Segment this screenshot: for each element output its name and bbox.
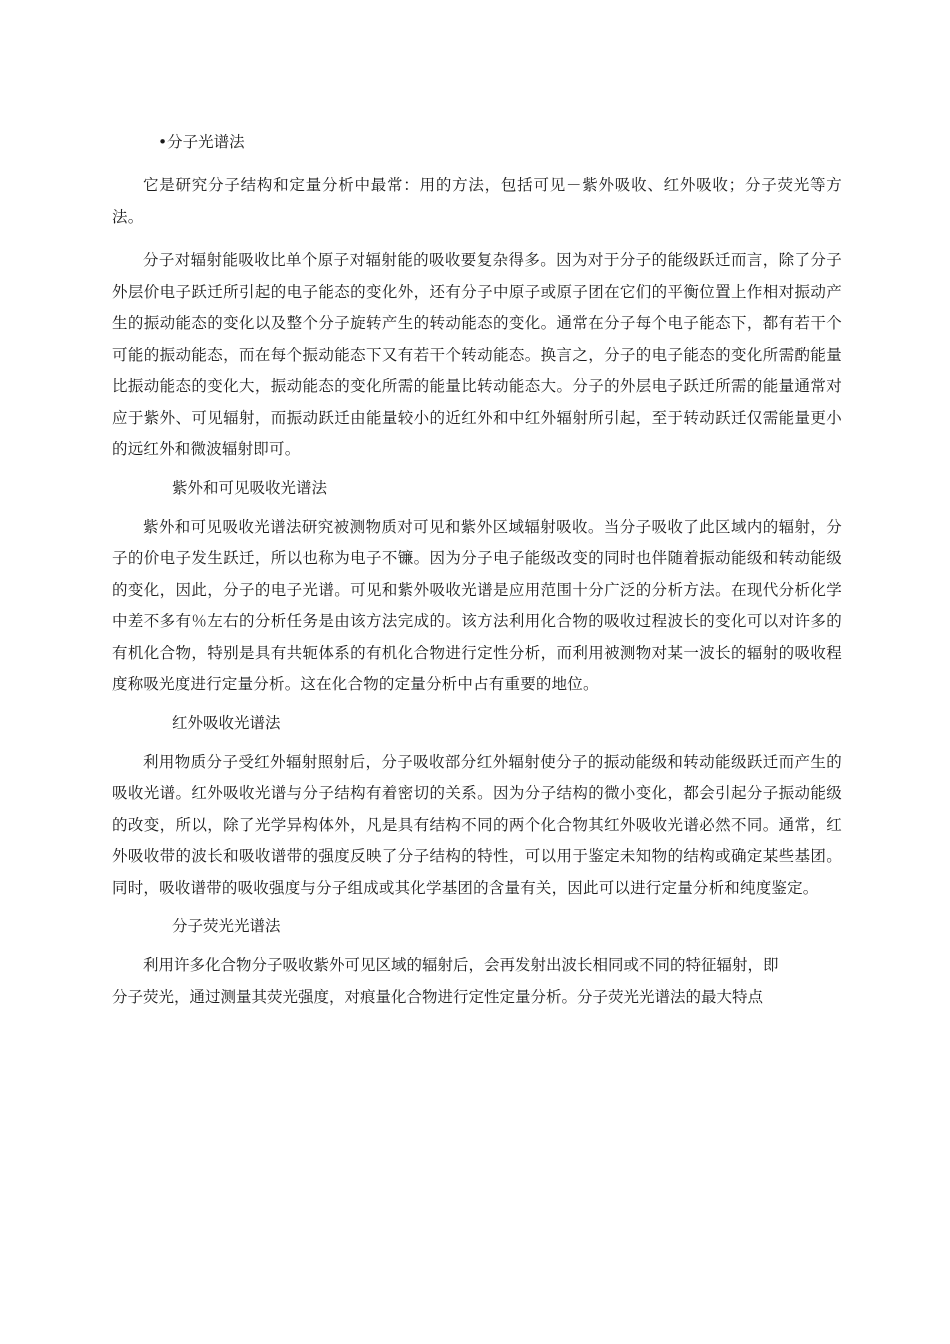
paragraph-intro: 它是研究分子结构和定量分析中最常：用的方法，包括可见－紫外吸收、红外吸收；分子荧光等方法。 [112, 176, 842, 226]
heading-infrared: 红外吸收光谱法 [172, 713, 281, 732]
paragraph-uv-vis: 紫外和可见吸收光谱法研究被测物质对可见和紫外区域辐射吸收。当分子吸收了此区域内的辐射，分子的价电子发生跃迁，所以也称为电子不镰。因为分子电子能级改变的同时也伴随着振动能级和转动能级的变化，因此，分子的电子光谱。可见和紫外吸收光谱是应用范围十分广泛的分析方法。在现代分析化学中差不多有％左右的分析任务是由该方法完成的。该方法利用化合物的吸收过程波长的变化可以对许多的有机化合物，特别是具有共轭体系的有机化合物进行定性分析，而利用被测物对某一波长的辐射的吸收程度称吸光度进行定量分析。这在化合物的定量分析中占有重要的地位。 [112, 517, 842, 693]
heading-fluorescence: 分子荧光光谱法 [172, 917, 281, 935]
paragraph-fluorescence [112, 950, 842, 1013]
heading-uv-vis: 紫外和可见吸收光谱法 [172, 478, 328, 497]
document-body [112, 128, 842, 1013]
heading-molecular-spectroscopy: •分子光谱法 [158, 133, 245, 151]
fluorescence-line-1: 利用许多化合物分子吸收紫外可见区域的辐射后，会再发射出波长相同或不同的特征辐射，即 [143, 956, 779, 974]
paragraph-energy-levels: 分子对辐射能吸收比单个原子对辐射能的吸收要复杂得多。因为对于分子的能级跃迁而言，除了分子外层价电子跃迁所引起的电子能态的变化外，还有分子中原子或原子团在它们的平衡位置上作相对振动产生的振动能态的变化以及整个分子旋转产生的转动能态的变化。通常在分子每个电子能态下，都有若干个可能的振动能态，而在每个振动能态下又有若干个转动能态。换言之，分子的电子能态的变化所需酌能量比振动能态的变化大，振动能态的变化所需的能量比转动能态大。分子的外层电子跃迁所需的能量通常对应于紫外、可见辐射，而振动跃迁由能量较小的近红外和中红外辐射所引起，至于转动跃迁仅需能量更小的远红外和微波辐射即可。 [112, 251, 842, 458]
paragraph-infrared: 利用物质分子受红外辐射照射后，分子吸收部分红外辐射使分子的振动能级和转动能级跃迁而产生的吸收光谱。红外吸收光谱与分子结构有着密切的关系。因为分子结构的微小变化，都会引起分子振动能级的改变，所以，除了光学异构体外，凡是具有结构不同的两个化合物其红外吸收光谱必然不同。通常，红外吸收带的波长和吸收谱带的强度反映了分子结构的特性，可以用于鉴定未知物的结构或确定某些基团。同时，吸收谱带的吸收强度与分子组成或其化学基团的含量有关，因此可以进行定量分析和纯度鉴定。 [112, 752, 842, 897]
fluorescence-line-2: 分子荧光，通过测量其荧光强度，对痕量化合物进行定性定量分析。分子荧光光谱法的最大特点 [112, 987, 764, 1006]
